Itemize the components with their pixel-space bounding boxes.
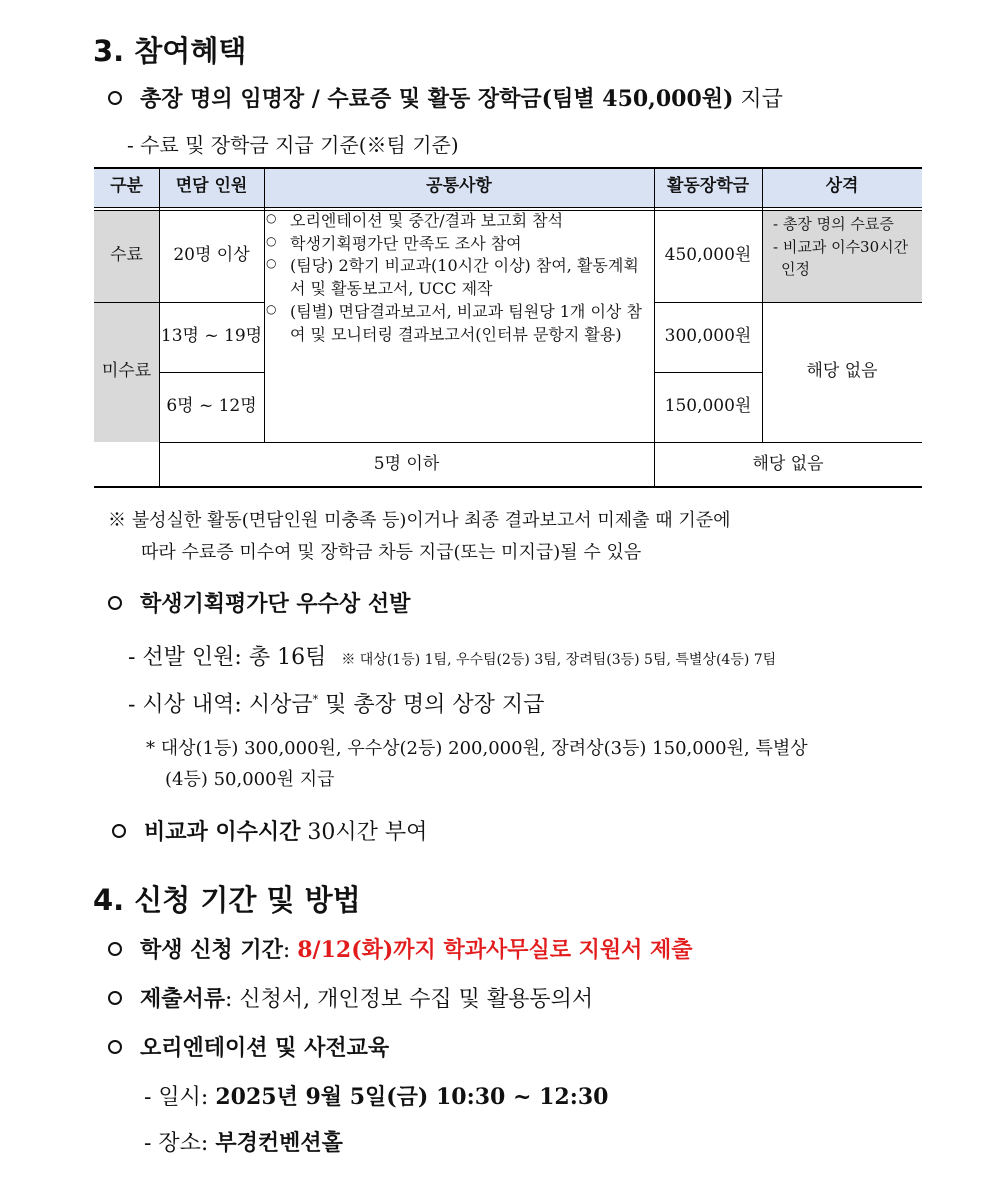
- note-line-2: 따라 수료증 미수여 및 장학금 차등 지급(또는 미지급)될 수 있음: [141, 542, 642, 563]
- cell-complete-award: [761, 213, 921, 281]
- award-main: - 시상 내역: 시상금: [128, 692, 313, 718]
- selection-detail: ※ 대상(1등) 1팀, 우수팀(2등) 3팀, 장려팀(3등) 5팀, 특별상(4등) 7팀: [341, 652, 777, 668]
- cell-complete-count: 20명 이상: [173, 245, 250, 266]
- cell-complete-label: 수료: [94, 210, 159, 302]
- table-line: [94, 302, 264, 303]
- benefit-excellence-award: [108, 593, 410, 616]
- cell-5-below-award: 해당 없음: [752, 453, 824, 474]
- bullet-circle-icon: [108, 596, 122, 610]
- selection-main: - 선발 인원: 총 16팀: [128, 645, 327, 670]
- orientation-place-label: - 장소:: [144, 1131, 216, 1156]
- cell-6-12-count: 6명 ~ 12명: [166, 396, 257, 417]
- orientation-place: [144, 1132, 343, 1155]
- note-line-1: ※ 불성실한 활동(면담인원 미충족 등)이거나 최종 결과보고서 미제출 때 기준에: [108, 510, 731, 531]
- orientation: [108, 1037, 389, 1060]
- table-header-line: [94, 207, 922, 208]
- award-star: *: [312, 693, 319, 706]
- table-line: [654, 372, 762, 373]
- header-interview-count: 면담 인원: [159, 167, 264, 207]
- common-item: ○ 학생기획평가단 만족도 조사 참여: [264, 233, 654, 256]
- bullet-circle-icon: [108, 91, 122, 105]
- orientation-text: 오리엔테이션 및 사전교육: [140, 1035, 390, 1061]
- award-line: - 비교과 이수30시간: [773, 237, 909, 256]
- award-detail-line-2: (4등) 50,000원 지급: [165, 769, 335, 790]
- bullet-circle-icon: [108, 991, 122, 1005]
- cell-incomplete-label: 미수료: [94, 302, 159, 442]
- header-award: 상격: [762, 167, 922, 207]
- table-vline: [159, 167, 160, 487]
- cell-6-12-amount: 150,000원: [664, 396, 752, 417]
- common-items-list: [264, 210, 654, 346]
- table-bottom-border: [94, 486, 922, 488]
- table-top-border: [94, 167, 922, 169]
- orientation-date-value: 2025년 9월 5일(금) 10:30 ~ 12:30: [215, 1084, 609, 1110]
- required-documents: [108, 988, 593, 1011]
- cell-5-below-count: 5명 이하: [373, 453, 440, 474]
- award-details: [128, 694, 544, 716]
- cell-13-19-amount: 300,000원: [664, 326, 752, 347]
- benefit-certificate: [108, 88, 783, 111]
- benefit-excellence-award-text: 학생기획평가단 우수상 선발: [140, 591, 411, 617]
- table-vline: [762, 167, 763, 442]
- scholarship-criteria-table: [94, 167, 922, 487]
- award-main-rest: 및 총장 명의 상장 지급: [318, 692, 545, 718]
- table-line: [159, 442, 922, 443]
- application-period: [108, 939, 693, 962]
- benefit-certificate-bold: 총장 명의 임명장 / 수료증 및 활동 장학금(팀별 450,000원): [140, 86, 734, 112]
- benefit-certificate-rest: 지급: [733, 87, 783, 112]
- orientation-place-value: 부경컨벤션홀: [215, 1130, 343, 1156]
- table-line: [159, 372, 264, 373]
- cell-complete-amount: 450,000원: [664, 245, 752, 266]
- benefit-credit-bold: 비교과 이수시간: [144, 819, 301, 845]
- application-period-sep: :: [282, 938, 298, 963]
- orientation-date: [144, 1086, 608, 1109]
- common-item: ○ (팀당) 2학기 비교과(10시간 이상) 참여, 활동계획서 및 활동보고서, UCC 제작: [264, 255, 654, 300]
- bullet-circle-icon: [112, 824, 126, 838]
- common-item: ○ (팀별) 면담결과보고서, 비교과 팀원당 1개 이상 참여 및 모니터링 결과보고서(인터뷰 문항지 활용): [264, 301, 654, 346]
- section3-heading: 3. 참여혜택: [93, 34, 247, 68]
- table-header-line: [94, 210, 922, 211]
- benefit-credit-rest: 30시간 부여: [300, 820, 428, 845]
- cell-incomplete-award: 해당 없음: [806, 361, 878, 382]
- common-item: ○ 오리엔테이션 및 중간/결과 보고회 참석: [264, 210, 654, 233]
- bullet-circle-icon: [108, 1040, 122, 1054]
- table-line: [654, 302, 922, 303]
- benefit-credit-hours: [112, 821, 427, 844]
- required-documents-label: 제출서류: [140, 986, 226, 1012]
- table-vline: [264, 167, 265, 442]
- application-period-label: 학생 신청 기간: [140, 937, 283, 963]
- application-period-value: 8/12(화)까지 학과사무실로 지원서 제출: [297, 937, 693, 963]
- award-detail-line-1: * 대상(1등) 300,000원, 우수상(2등) 200,000원, 장려상(3등) 150,000원, 특별상: [146, 738, 808, 759]
- orientation-date-label: - 일시:: [144, 1085, 216, 1110]
- bullet-circle-icon: [108, 942, 122, 956]
- section4-heading: 4. 신청 기간 및 방법: [93, 883, 361, 917]
- award-line: 인정: [781, 260, 810, 278]
- header-scholarship: 활동장학금: [654, 167, 762, 207]
- header-common: 공통사항: [264, 167, 654, 207]
- award-line: - 총장 명의 수료증: [773, 215, 894, 233]
- required-documents-value: : 신청서, 개인정보 수집 및 활용동의서: [225, 987, 594, 1012]
- table-vline: [654, 167, 655, 487]
- header-category: 구분: [94, 167, 159, 207]
- selection-count: [128, 647, 776, 669]
- criteria-subheading: - 수료 및 장학금 지급 기준(※팀 기준): [127, 133, 459, 157]
- cell-13-19-count: 13명 ~ 19명: [160, 326, 263, 347]
